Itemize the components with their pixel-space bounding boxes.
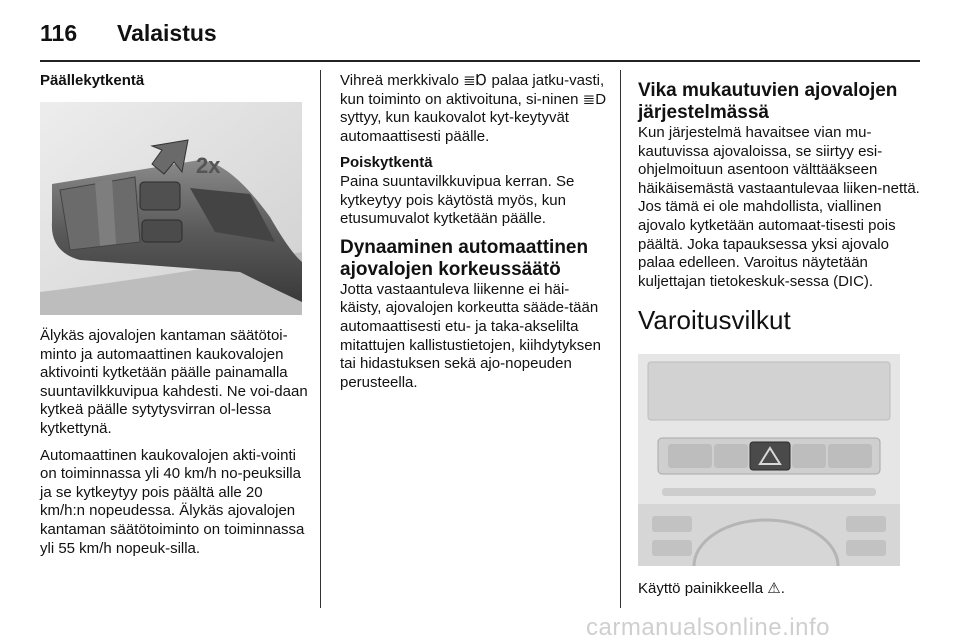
- column-1-body: [40, 327, 310, 566]
- paragraph-indicator: Vihreä merkkivalo ≣Ɒ palaa jatku-vasti, kun toiminto on aktivoituna, si-ninen ≣D syttyy, kun kaukovalot kyt-keytyvät automaattisesti päälle.: [340, 72, 607, 145]
- header-rule: [40, 60, 920, 62]
- column-3: [638, 80, 920, 335]
- column-3-caption: [638, 580, 918, 607]
- column-2: [340, 72, 608, 400]
- arrow-label: 2x: [196, 153, 221, 178]
- section-heading-dynamic: Dynaaminen automaattinen ajovalojen korkeussäätö: [340, 236, 589, 280]
- column-divider-2: [620, 70, 621, 608]
- paragraph-speeds: Automaattinen kaukovalojen akti-vointi on toiminnassa yli 40 km/h no-peuksilla ja se kytkeytyy pois päältä alle 20 km/h:n nopeudessa. Älykäs ajovalojen kantaman säätötoiminto on toiminnassa yli 55 km/h nopeuk-silla.: [40, 446, 305, 557]
- section-heading-activation: Päällekytkentä: [40, 72, 145, 89]
- paragraph-dynamic: Jotta vastaantuleva liikenne ei häi-käisty, ajovalojen korkeutta sääde-tään automaattisesti etu- ja taka-akselilta mitattujen kallistustietojen, kiihdytyksen tai hidastuksen sekä ajo-nopeuden perusteella.: [340, 280, 601, 391]
- chapter-title: Valaistus: [117, 20, 217, 46]
- page-number: 116: [40, 20, 78, 46]
- paragraph-fault: Kun järjestelmä havaitsee vian mu-kautuvissa ajovaloissa, se siirtyy esi-ohjelmoituun asentoon välttääkseen häikäisemästä vastaantulevaa liiken-nettä. Jos tämä ei ole mahdollista, viallinen ajovalo kytketään automaat-tisesti pois päältä. Joka tapauksessa yksi ajovalo palaa edelleen. Varoitus näytetään kuljettajan tietokeskuk-sessa (DIC).: [638, 124, 920, 290]
- stalk-photo: [40, 102, 302, 315]
- section-heading-fault: Vika mukautuvien ajovalojen järjestelmässä: [638, 80, 898, 123]
- hazard-panel-photo: [638, 354, 900, 566]
- watermark: carmanualsonline.info: [586, 614, 830, 641]
- section-title-hazard: Varoitusvilkut: [638, 305, 791, 336]
- caption-hazard-button: Käyttö painikkeella ⚠.: [638, 580, 785, 597]
- column-1: [40, 72, 308, 91]
- paragraph-activation: Älykäs ajovalojen kantaman säätötoi-minto ja automaattinen kaukovalojen aktivointi kytketään päälle painamalla suuntavilkkuvipua kahdesti. Ne voi-daan kytkeä päälle sytytysvirran ol-lessa kytkettynä.: [40, 327, 308, 437]
- column-divider-1: [320, 70, 321, 608]
- section-heading-deactivation: Poiskytkentä: [340, 154, 433, 172]
- page-header: [0, 0, 960, 62]
- paragraph-deactivation: Paina suuntavilkkuvipua kerran. Se kytkeytyy pois käytöstä myös, kun etusumuvalot kytketään päälle.: [340, 172, 575, 228]
